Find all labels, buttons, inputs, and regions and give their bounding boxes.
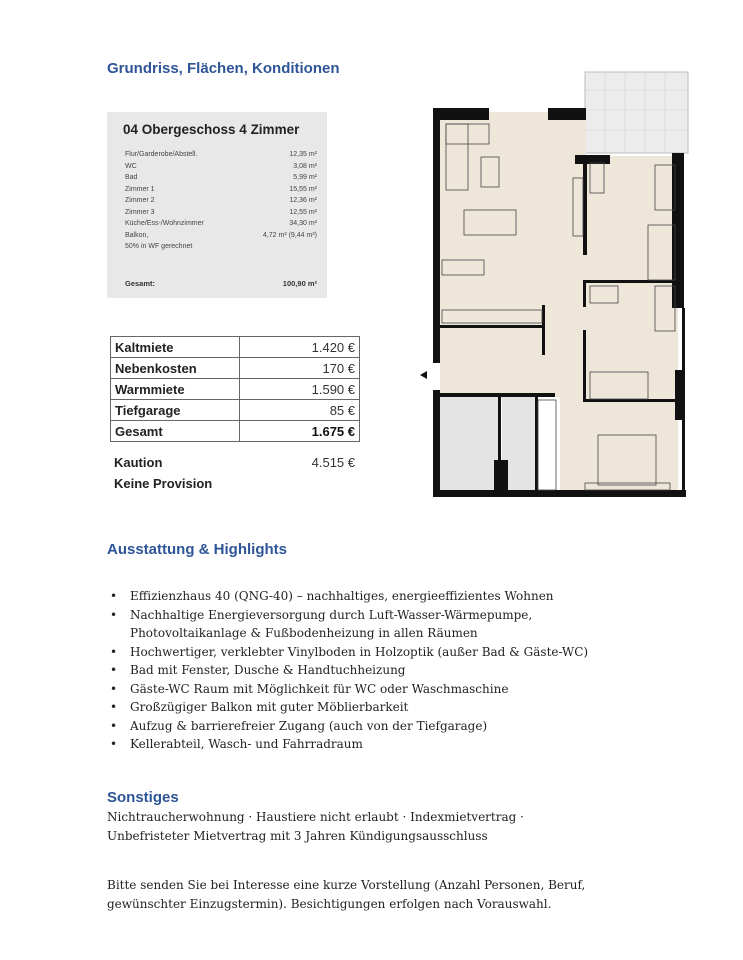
area-value: 3,08 m² xyxy=(293,162,317,170)
bathroom xyxy=(440,397,498,492)
area-row xyxy=(125,184,317,196)
list-item: • Kellerabteil, Wasch- und Fahrradraum xyxy=(130,735,670,754)
area-row xyxy=(125,230,317,242)
cost-value: 85 € xyxy=(240,400,360,421)
cost-value: 170 € xyxy=(240,358,360,379)
table-row xyxy=(111,358,360,379)
cost-table xyxy=(110,336,360,442)
kaution-value: 4.515 € xyxy=(311,455,355,470)
living-kitchen-room xyxy=(438,112,586,322)
area-total xyxy=(125,279,317,288)
total-value: 100,90 m² xyxy=(282,279,317,288)
area-label: Balkon, xyxy=(125,231,149,239)
cost-label: Nebenkosten xyxy=(111,358,240,379)
list-item: • Aufzug & barrierefreier Zugang (auch von der Tiefgarage) xyxy=(130,717,670,736)
sonstiges-text: Nichtraucherwohnung · Haustiere nicht erlaubt · Indexmietvertrag · Unbefristeter Mietvertrag mit 3 Jahren Kündigungsausschluss xyxy=(107,810,524,843)
area-value: 34,30 m² xyxy=(289,220,317,227)
section-heading-grundriss: Grundriss, Flächen, Konditionen xyxy=(107,60,340,77)
area-label: Bad xyxy=(125,174,138,181)
cost-label: Gesamt xyxy=(111,421,240,442)
area-value: 12,55 m² xyxy=(289,208,317,216)
closing-text: Bitte senden Sie bei Interesse eine kurze Vorstellung (Anzahl Personen, Beruf, gewünschter Einzugstermin). Besichtigungen erfolgen nach Vorauswahl. xyxy=(107,878,586,911)
list-item: • Nachhaltige Energieversorgung durch Luft-Wasser-Wärmepumpe, Photovoltaikanlage & Fußbodenheizung in allen Räumen xyxy=(130,606,640,643)
table-row xyxy=(111,337,360,358)
entrance-arrow-icon xyxy=(420,371,427,379)
area-row xyxy=(125,207,317,219)
room-2 xyxy=(586,283,678,400)
list-item: • Hochwertiger, verklebter Vinylboden in Holzoptik (außer Bad & Gäste-WC) xyxy=(130,643,670,662)
area-label: WC xyxy=(125,162,137,170)
area-label: Zimmer 2 xyxy=(125,197,155,204)
area-value: 12,35 m² xyxy=(289,151,317,158)
list-item: • Großzügiger Balkon mit guter Möblierbarkeit xyxy=(130,698,670,717)
cost-label: Warmmiete xyxy=(111,379,240,400)
area-row xyxy=(125,161,317,173)
list-item: • Bad mit Fenster, Dusche & Handtuchheizung xyxy=(130,661,670,680)
list-item: • Effizienzhaus 40 (QNG-40) – nachhaltiges, energieeffizientes Wohnen xyxy=(130,587,670,606)
section-heading-sonstiges: Sonstiges xyxy=(107,789,179,806)
cost-value: 1.420 € xyxy=(240,337,360,358)
table-row xyxy=(111,421,360,442)
hallway xyxy=(440,322,586,397)
area-value: 5,99 m² xyxy=(293,174,317,181)
area-value: 12,36 m² xyxy=(289,197,317,204)
section-heading-ausstattung: Ausstattung & Highlights xyxy=(107,541,287,558)
area-row xyxy=(125,241,317,253)
area-value: 4,72 m² (9,44 m²) xyxy=(262,231,317,239)
cost-label: Kaltmiete xyxy=(111,337,240,358)
kaution-label: Kaution xyxy=(114,455,163,470)
cost-value: 1.675 € xyxy=(240,421,360,442)
provision-note: Keine Provision xyxy=(114,476,213,491)
cost-value: 1.590 € xyxy=(240,379,360,400)
area-row xyxy=(125,172,317,184)
unit-title: 04 Obergeschoss 4 Zimmer xyxy=(123,122,300,137)
area-row xyxy=(125,195,317,207)
table-row xyxy=(111,400,360,421)
highlights-list xyxy=(112,587,670,754)
list-item: • Gäste-WC Raum mit Möglichkeit für WC oder Waschmaschine xyxy=(130,680,670,699)
area-value: 15,55 m² xyxy=(289,185,317,193)
room-1 xyxy=(586,156,678,281)
table-row xyxy=(111,379,360,400)
area-label: 50% in WF gerechnet xyxy=(125,243,193,250)
area-row xyxy=(125,149,317,161)
area-label: Küche/Ess-/Wohnzimmer xyxy=(125,220,204,227)
balcony xyxy=(585,72,688,153)
area-label: Zimmer 3 xyxy=(125,208,155,216)
area-label: Flur/Garderobe/Abstell. xyxy=(125,151,198,158)
area-summary-box xyxy=(107,112,327,298)
floor-plan xyxy=(420,60,700,510)
total-label: Gesamt: xyxy=(125,279,156,288)
room-3 xyxy=(560,397,678,492)
area-label: Zimmer 1 xyxy=(125,185,155,193)
cost-label: Tiefgarage xyxy=(111,400,240,421)
area-row xyxy=(125,218,317,230)
